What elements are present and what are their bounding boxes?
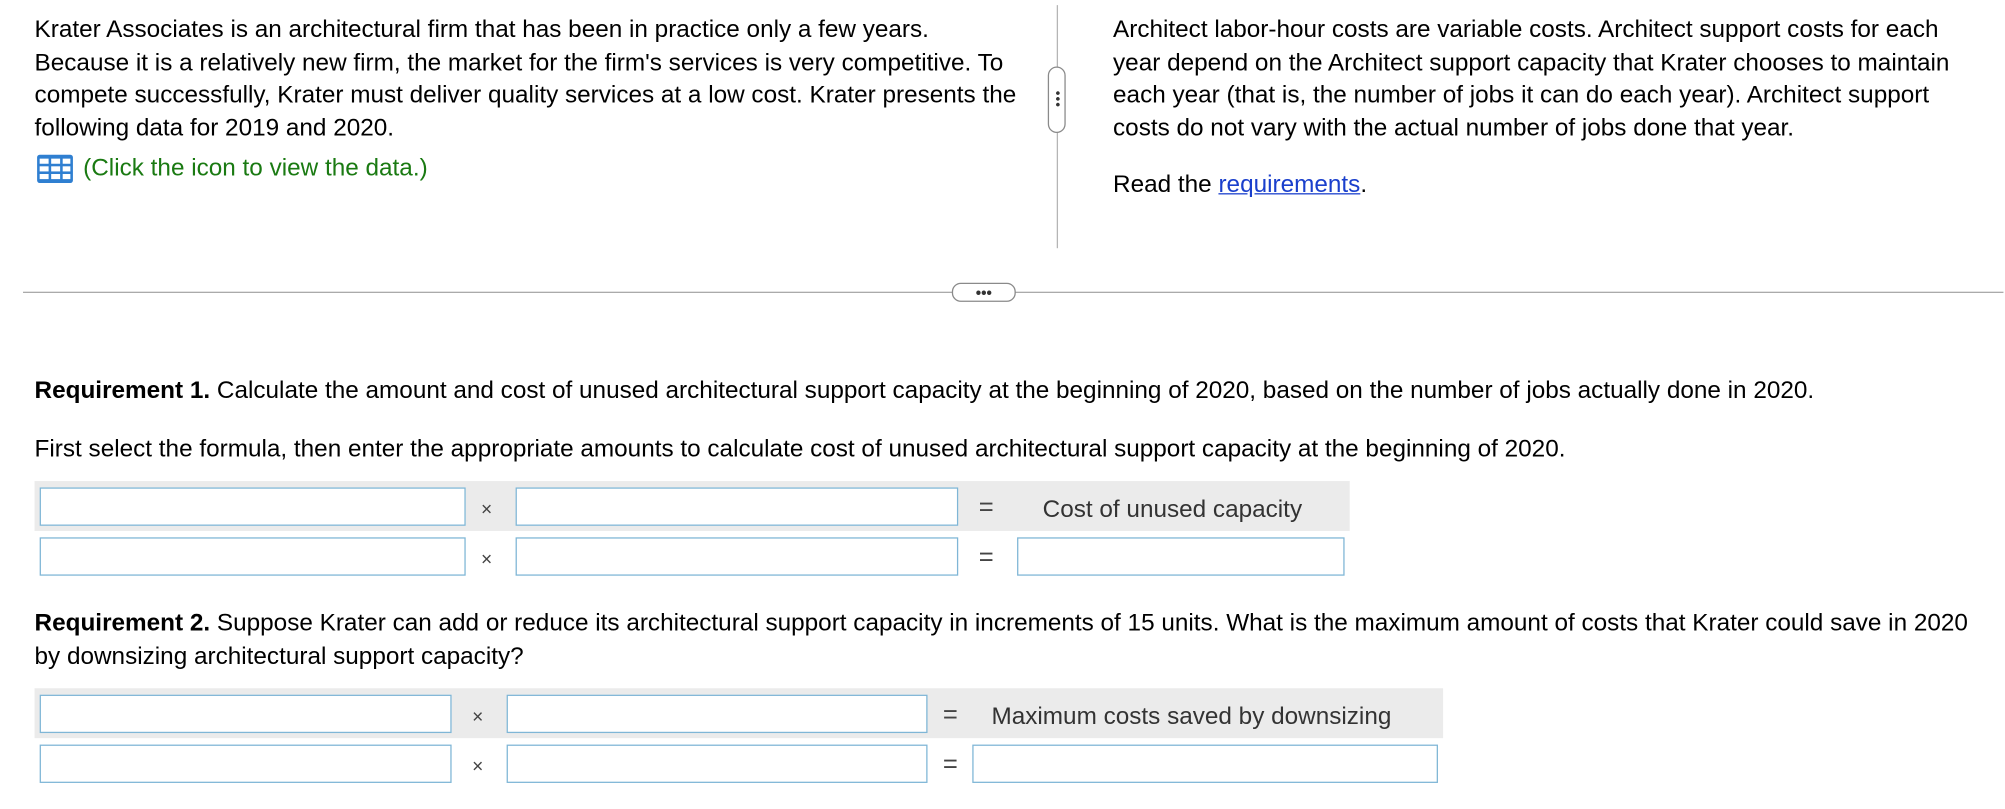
read-requirements-line <box>1113 169 1989 202</box>
handle-dots-icon: ••• <box>1049 91 1064 109</box>
requirements-link[interactable]: requirements <box>1218 171 1361 199</box>
requirement-2-text <box>35 608 1980 673</box>
requirement-2-body: Suppose Krater can add or reduce its architectural support capacity in increments of 15 units. What is the maximum amount of costs that Krater could save in 2020 by downsizing architectural support capacity? <box>34 610 1968 670</box>
requirement-1-body: Calculate the amount and cost of unused architectural support capacity at the beginning of 2020, based on the number of jobs actually done in 2020. <box>210 377 1815 405</box>
requirement-1-heading: Requirement 1. <box>34 377 211 405</box>
view-data-link[interactable] <box>36 154 428 185</box>
formula-2-factor-a-input[interactable] <box>40 745 452 783</box>
requirement-1-instruction: First select the formula, then enter the appropriate amounts to calculate cost of unused architectural support capacity at the beginning of 2020. <box>34 436 1566 464</box>
equals-operator: = <box>942 750 958 780</box>
formula-2-factor-b-input[interactable] <box>507 745 928 783</box>
intro-left-paragraph: Krater Associates is an architectural firm that has been in practice only a few years. Because it is a relatively new firm, the market for the firm's services is very competitive. To compete successfully, Krater must deliver quality services at a low cost. Krater presents the following data for 2019 and 2020. <box>34 16 1017 142</box>
horizontal-splitter-handle[interactable] <box>952 283 1016 302</box>
times-operator: × <box>481 498 493 521</box>
cost-unused-capacity-input[interactable] <box>1017 537 1345 575</box>
intro-right-text <box>1113 14 1989 201</box>
view-data-label[interactable]: (Click the icon to view the data.) <box>83 154 428 182</box>
equals-operator: = <box>942 701 958 730</box>
formula-2-factor-b-select[interactable] <box>507 695 928 733</box>
read-prefix: Read the <box>1113 171 1219 199</box>
equals-operator: = <box>978 543 994 572</box>
vertical-splitter-handle[interactable] <box>1048 67 1066 134</box>
times-operator: × <box>472 756 484 778</box>
formula-2-factor-a-select[interactable] <box>40 695 452 733</box>
formula-1-factor-a-select[interactable] <box>40 487 466 525</box>
formula-1-factor-a-input[interactable] <box>40 537 466 575</box>
times-operator: × <box>472 706 484 728</box>
formula-1-factor-b-select[interactable] <box>516 487 959 525</box>
grid-table-icon[interactable] <box>36 154 74 185</box>
times-operator: × <box>481 548 493 571</box>
read-suffix: . <box>1360 171 1368 199</box>
equals-operator: = <box>978 493 994 522</box>
requirement-2-heading: Requirement 2. <box>34 610 211 638</box>
cost-unused-capacity-label: Cost of unused capacity <box>1042 496 1303 524</box>
formula-1-factor-b-input[interactable] <box>516 537 959 575</box>
requirement-1-text <box>35 375 1980 408</box>
max-costs-saved-label: Maximum costs saved by downsizing <box>991 703 1392 731</box>
handle-dots-icon: ••• <box>975 283 992 302</box>
max-costs-saved-input[interactable] <box>972 745 1438 783</box>
intro-right-paragraph: Architect labor-hour costs are variable costs. Architect support costs for each year depend on the Architect support capacity that Krater chooses to maintain each year (that is, the number of jobs it can do each year). Architect support costs do not vary with the actual number of jobs done that year. <box>1113 16 1950 142</box>
intro-left-text <box>35 14 1026 144</box>
